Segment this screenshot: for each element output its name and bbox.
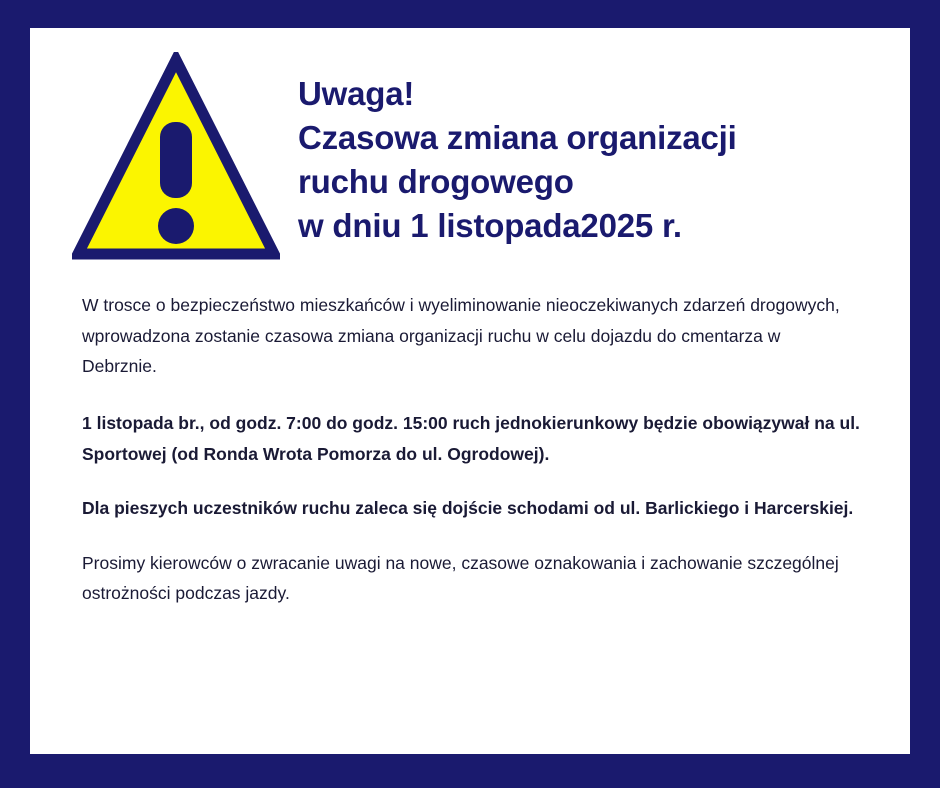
body-paragraph-3: Dla pieszych uczestników ruchu zaleca się dojście schodami od ul. Barlickiego i Harcerskiej. bbox=[82, 498, 854, 519]
warning-exclamation-triangle-icon bbox=[72, 52, 280, 264]
body-paragraph-4: Prosimy kierowców o zwracanie uwagi na nowe, czasowe oznakowania i zachowanie szczególnej ostrożności podczas jazdy. bbox=[82, 552, 839, 604]
headline-line-2: Czasowa zmiana organizacji bbox=[298, 118, 737, 156]
poster-header bbox=[58, 50, 882, 264]
headline-line-4: w dniu 1 listopada2025 r. bbox=[298, 206, 682, 244]
headline-line-1: Uwaga! bbox=[298, 75, 415, 112]
poster-card bbox=[30, 28, 910, 754]
paragraph-spacer bbox=[82, 524, 860, 548]
paragraph-spacer bbox=[82, 382, 860, 408]
page-title bbox=[298, 72, 882, 248]
paragraph-spacer bbox=[82, 469, 860, 493]
body-paragraph-2: 1 listopada br., od godz. 7:00 do godz. 15:00 ruch jednokierunkowy będzie obowiązywał na ul. Sportowej (od Ronda Wrota Pomorza do ul. Ogrodowej). bbox=[82, 412, 860, 464]
body-paragraph-1: W trosce o bezpieczeństwo mieszkańców i wyeliminowanie nieoczekiwanych zdarzeń drogowych, wprowadzona zostanie czasowa zmiana organizacji ruchu w celu dojazdu do cmentarza w Debrznie. bbox=[82, 295, 840, 377]
headline-line-3: ruchu drogowego bbox=[298, 162, 574, 200]
poster-body bbox=[58, 290, 882, 609]
